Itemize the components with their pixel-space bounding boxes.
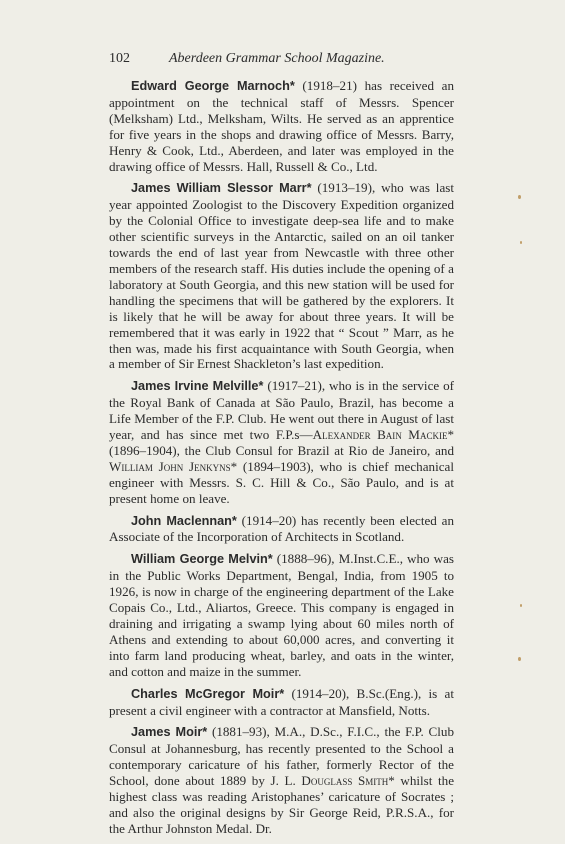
person-name: William George Melvin*: [131, 552, 273, 567]
entry-text: (1914–20), B.Sc.(Eng.), is at present a civil engineer with a contractor at Mansfield, Notts.: [109, 685, 454, 718]
person-name: James Moir*: [131, 725, 208, 740]
entry-text: (1881–93), M.A., D.Sc., F.I.C., the F.P. Club Consul at Johannesburg, has recently presented to the School a contemporary caricature of his father, formerly Rector of the School, done about 1889 by J. L.: [109, 724, 454, 789]
entry-text: (1918–21) has received an appointment on the technical staff of Messrs. Spencer (Melksham) Ltd., Melksham, Wilts. He served as an apprentice for five years in the shops and drawing office of Messrs. Barry, Henry & Cook, Ltd., Aberdeen, and later was employed in the drawing office of Messrs. Hall, Russell & Co., Ltd.: [109, 78, 455, 174]
entry-text: whilst the highest class was reading Aristophanes’ caricature of Socrates ; and also the original designs by Sir George Reid, P.R.S.A., for the Arthur Johnston Medal. Dr.: [109, 773, 455, 836]
paper-speck: [518, 657, 521, 661]
person-name: James Irvine Melville*: [131, 379, 264, 394]
journal-title: Aberdeen Grammar School Magazine.: [169, 51, 385, 66]
entry-marr: [109, 180, 454, 372]
entry-charles-moir: [109, 686, 454, 719]
entry-text: (1888–96), M.Inst.C.E., who was in the Public Works Department, Bengal, India, from 1905 to 1926, is now in charge of the engineering department of the Lake Copais Co., Ltd., Aliartos, Greece. This company is engaged in draining and irrigating a swamp lying about 60 miles north of Athens and extending to about 60,000 acres, and converting it into farm land producing wheat, barley, and oats in the winter, and cotton and maize in the summer.: [109, 551, 454, 679]
entry-text: (1894–1903), who is chief mechanical engineer with Messrs. S. C. Hill & Co., São Paulo, and is at present home on leave.: [109, 458, 454, 506]
paper-speck: [518, 195, 521, 199]
entry-melville: [109, 378, 454, 506]
person-name: Edward George Marnoch*: [131, 79, 295, 93]
entry-james-moir: [109, 724, 454, 836]
entry-text: (1913–19), who was last year appointed Zoologist to the Discovery Expedition organized by the Colonial Office to investigate deep-sea life and to make other scientific surveys in the Antarctic, sailed on an oil tanker towards the end of last year from Newcastle with three other members of the research staff. His duties include the opening of a laboratory at South Georgia, and this new station will be used for handling the specimens that will be gathered by the explorers. It is likely that he will be away for about three years. It will be remembered that it was early in 1922 that “ Scout ” Marr, as he then was, made his first acquaintance with South Georgia, when a member of Sir Ernest Shackleton’s last expedition.: [109, 180, 454, 372]
entry-text: (1917–21), who is in the service of the Royal Bank of Canada at São Paulo, Brazil, has become a Life Member of the F.P. Club. He went out there in August of last year, and has since met two F.P.s—: [109, 378, 454, 443]
entry-text: (1914–20) has recently been elected an Associate of the Incorporation of Architects in Scotland.: [109, 512, 455, 545]
person-name-small-caps: Douglass Smith*: [301, 773, 395, 789]
running-head: [109, 50, 454, 68]
page-number: 102: [109, 51, 130, 66]
entry-marnoch: [109, 78, 454, 174]
person-name-small-caps: William John Jenkyns*: [109, 458, 238, 474]
person-name: James William Slessor Marr*: [131, 181, 312, 196]
entry-text: (1896–1904), the Club Consul for Brazil at Rio de Janeiro, and: [109, 442, 454, 458]
paper-speck: [520, 604, 522, 607]
person-name-small-caps: Alexander Bain Mackie*: [312, 427, 454, 443]
person-name: Charles McGregor Moir*: [131, 686, 285, 701]
paper-speck: [520, 241, 522, 244]
person-name: John Maclennan*: [131, 513, 237, 528]
entry-maclennan: [109, 513, 454, 546]
entry-melvin: [109, 551, 454, 679]
article-body: [109, 78, 454, 843]
